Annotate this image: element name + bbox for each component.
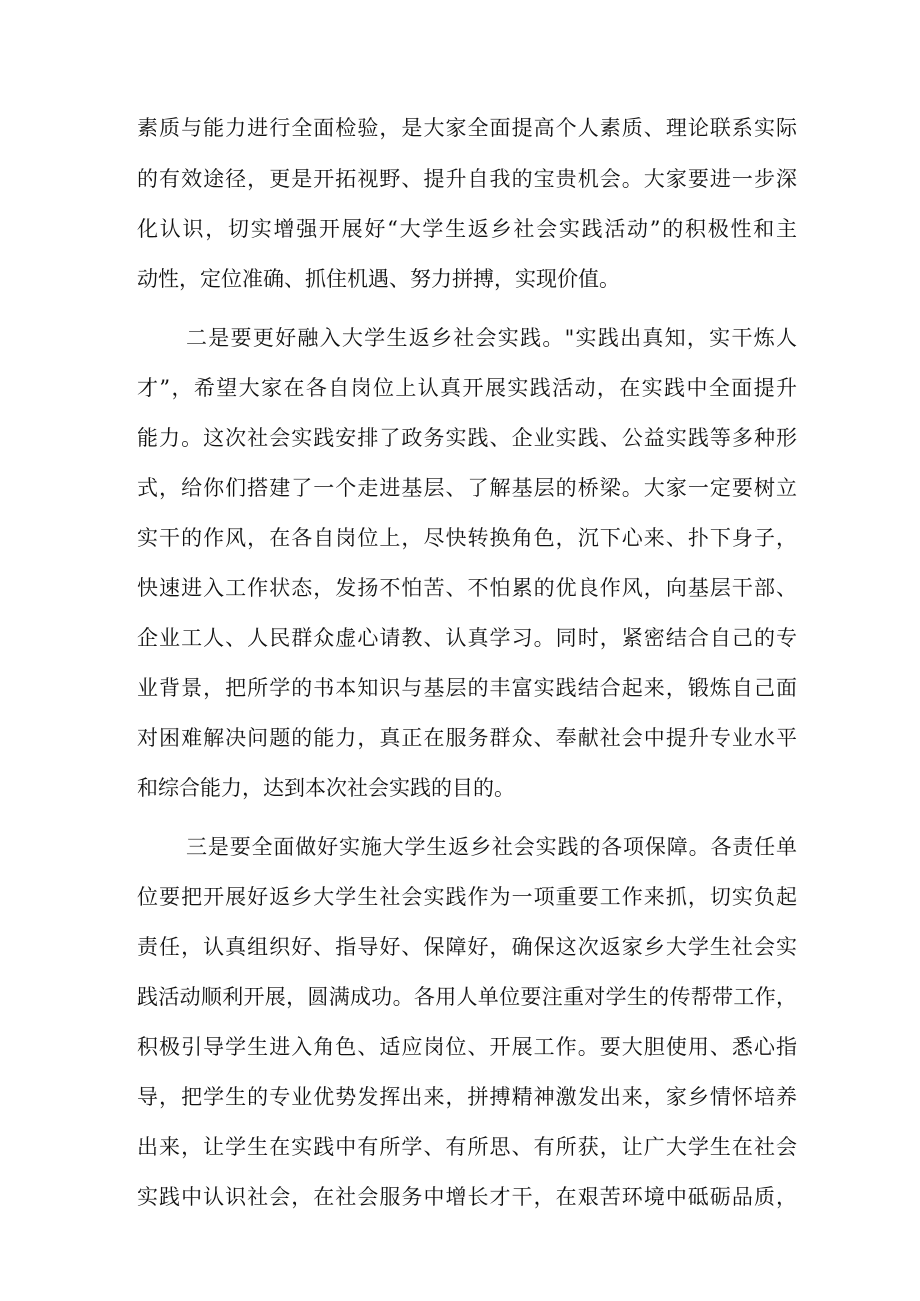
paragraph-2-line-1: 二是要更好融入大学生返乡社会实践。"实践出真知，实干炼人 bbox=[186, 326, 797, 350]
paragraph-3-line-8: 实践中认识社会，在社会服务中增长才干，在艰苦环境中砥砺品质， bbox=[137, 1185, 797, 1209]
paragraph-3-line-7: 出来，让学生在实践中有所学、有所思、有所获，让广大学生在社会 bbox=[137, 1135, 797, 1159]
paragraph-3-line-5: 积极引导学生进入角色、适应岗位、开展工作。要大胆使用、悉心指 bbox=[137, 1035, 797, 1059]
paragraph-1-line-3: 化认识，切实增强开展好“大学生返乡社会实践活动”的积极性和主 bbox=[137, 217, 797, 241]
paragraph-2-line-3: 能力。这次社会实践安排了政务实践、企业实践、公益实践等多种形 bbox=[137, 426, 797, 450]
paragraph-3-line-3: 责任，认真组织好、指导好、保障好，确保这次返家乡大学生社会实 bbox=[137, 935, 797, 959]
paragraph-3-line-1: 三是要全面做好实施大学生返乡社会实践的各项保障。各责任单 bbox=[186, 835, 797, 859]
paragraph-2-line-7: 企业工人、人民群众虚心请教、认真学习。同时，紧密结合自己的专 bbox=[137, 626, 797, 650]
paragraph-2-line-5: 实干的作风，在各自岗位上，尽快转换角色，沉下心来、扑下身子， bbox=[137, 526, 797, 550]
paragraph-2-line-8: 业背景，把所学的书本知识与基层的丰富实践结合起来，锻炼自己面 bbox=[137, 676, 797, 700]
paragraph-2-line-4: 式，给你们搭建了一个走进基层、了解基层的桥梁。大家一定要树立 bbox=[137, 476, 797, 500]
paragraph-1-line-2: 的有效途径，更是开拓视野、提升自我的宝贵机会。大家要进一步深 bbox=[137, 167, 797, 191]
paragraph-1-line-1: 素质与能力进行全面检验，是大家全面提高个人素质、理论联系实际 bbox=[137, 116, 797, 140]
paragraph-2-line-2: 才”，希望大家在各自岗位上认真开展实践活动，在实践中全面提升 bbox=[137, 376, 797, 400]
paragraph-2-line-10: 和综合能力，达到本次社会实践的目的。 bbox=[137, 776, 515, 800]
paragraph-3-line-2: 位要把开展好返乡大学生社会实践作为一项重要工作来抓，切实负起 bbox=[137, 885, 797, 909]
paragraph-3-line-4: 践活动顺利开展，圆满成功。各用人单位要注重对学生的传帮带工作， bbox=[137, 985, 797, 1009]
paragraph-3-line-6: 导，把学生的专业优势发挥出来，拼搏精神激发出来，家乡情怀培养 bbox=[137, 1085, 797, 1109]
paragraph-2-line-9: 对困难解决问题的能力，真正在服务群众、奉献社会中提升专业水平 bbox=[137, 726, 797, 750]
paragraph-2-line-6: 快速进入工作状态，发扬不怕苦、不怕累的优良作风，向基层干部、 bbox=[137, 576, 797, 600]
paragraph-1-line-4: 动性，定位准确、抓住机遇、努力拼搏，实现价值。 bbox=[137, 267, 620, 291]
